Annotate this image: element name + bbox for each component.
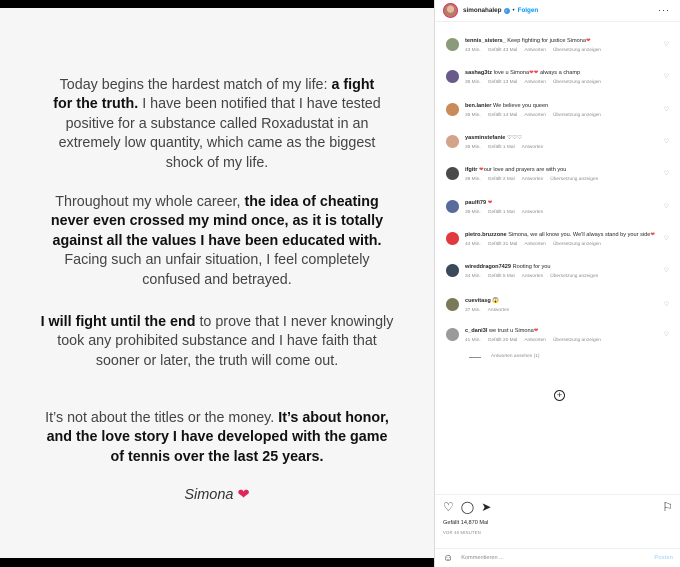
reply-button[interactable]: Antworten (521, 274, 544, 279)
bookmark-icon[interactable]: ⚐ (662, 499, 673, 514)
comment-input[interactable]: Kommentieren ... (461, 555, 504, 561)
comment-body: Keep fighting for justice Simona (507, 38, 586, 44)
statement-paragraph-1 (40, 76, 394, 173)
likes-count[interactable]: Gefällt 14,870 Mal (443, 520, 489, 526)
comment-likes[interactable]: Gefällt 2 Mal (487, 177, 515, 182)
comment-like-icon[interactable]: ♡ (663, 332, 669, 338)
post-time: VOR 46 MINUTEN (443, 530, 481, 535)
comment-likes[interactable]: Gefällt 13 Mal (487, 80, 518, 85)
comment-body: we trust u Simona (488, 328, 534, 334)
reply-button[interactable]: Antworten (521, 177, 544, 182)
comment-body-2: always a champ (538, 70, 581, 76)
comment-like-icon[interactable]: ♡ (663, 204, 669, 210)
comment-likes[interactable]: Gefällt 5 Mal (487, 274, 515, 279)
comment-like-icon[interactable]: ♡ (663, 42, 669, 48)
reply-button[interactable]: Antworten (521, 210, 544, 215)
comment-likes[interactable]: Gefällt 14 Mal (487, 113, 518, 118)
comment-meta (465, 338, 673, 343)
avatar[interactable] (446, 167, 459, 180)
comment-time: 38 Min. (465, 177, 481, 182)
comment-like-icon[interactable]: ♡ (663, 74, 669, 80)
avatar[interactable] (446, 135, 459, 148)
comment-likes[interactable]: Gefällt 20 Mal (487, 338, 518, 343)
comment-text (465, 37, 673, 45)
reply-button[interactable]: Antworten (524, 113, 546, 118)
p2-text: Throughout my whole career, (55, 194, 245, 210)
comment-username[interactable]: cuevitasg (465, 298, 491, 304)
translate-button[interactable]: Übersetzung anzeigen (550, 177, 599, 182)
comment-text (465, 199, 673, 207)
comment-icon[interactable]: ◯ (460, 499, 475, 514)
comment-time: 43 Min. (465, 48, 481, 53)
separator-dot: • (512, 7, 515, 14)
comment-like-icon[interactable]: ♡ (663, 139, 669, 145)
comment-time: 35 Min. (465, 145, 481, 150)
comment-likes[interactable]: Gefällt 1 Mal (487, 145, 515, 150)
comment-meta (465, 177, 673, 182)
comment-time: 37 Min. (465, 308, 481, 313)
top-black-bar (0, 0, 434, 8)
comment-item (443, 327, 673, 343)
reply-button[interactable]: Antworten (521, 145, 544, 150)
comment-text (465, 166, 673, 174)
follow-button[interactable]: Folgen (517, 7, 539, 14)
comment-body: We believe you queen (493, 103, 549, 109)
load-more-comments-icon[interactable]: + (554, 390, 565, 401)
statement-paragraph-2 (40, 193, 394, 290)
comment-text (465, 134, 673, 142)
comment-username[interactable]: ben.lanier (465, 103, 492, 109)
heart-icon: ❤ (237, 487, 250, 503)
comment-item (443, 69, 673, 85)
comment-text (465, 69, 673, 77)
comment-meta (465, 274, 673, 279)
statement-paragraph-3 (40, 313, 394, 371)
view-replies-label[interactable]: Antworten ansehen (1) (491, 354, 540, 359)
p3-rest: to prove that I never knowingly took any prohibited substance and I have faith that sooner or later, the truth will come out. (57, 314, 394, 369)
statement-paragraph-4 (40, 409, 394, 467)
avatar[interactable] (446, 264, 459, 277)
comment-username[interactable]: c_dani3l (465, 328, 488, 334)
username[interactable]: simonahalep (463, 7, 502, 14)
action-icons (443, 497, 673, 516)
p1-bold-b: for the truth. (53, 96, 139, 113)
comment-item (443, 231, 673, 247)
translate-button[interactable]: Übersetzung anzeigen (552, 48, 601, 53)
comment-text (465, 297, 673, 305)
heart-emoji: ❤ (585, 38, 591, 44)
comment-item (443, 134, 673, 150)
comment-time: 41 Min. (465, 338, 481, 343)
post-button[interactable]: Posten (654, 555, 673, 561)
bottom-black-bar (0, 558, 434, 567)
p1-bold-a: a fight (331, 77, 375, 93)
comment-item (443, 102, 673, 118)
p2-rest: Facing such an unfair situation, I feel completely confused and betrayed. (64, 252, 370, 288)
comment-body: ♡♡♡ (506, 135, 523, 141)
comment-username[interactable]: sashag3tz (465, 70, 493, 76)
translate-button[interactable]: Übersetzung anzeigen (550, 274, 599, 279)
avatar[interactable] (446, 298, 459, 311)
p1-text: Today begins the hardest match of my life: (59, 77, 332, 93)
post-header (435, 0, 680, 22)
comment-item (443, 199, 673, 215)
comment-text (465, 102, 673, 110)
more-options-icon[interactable]: ··· (658, 5, 670, 15)
heart-emoji: ❤❤ (529, 70, 539, 76)
comment-box (435, 548, 680, 567)
comments-panel (434, 0, 680, 567)
post-actions (435, 494, 680, 554)
comment-meta (465, 48, 673, 53)
comment-username[interactable]: yasminstefanie (465, 135, 506, 141)
post-image (0, 8, 434, 558)
reply-button[interactable]: Antworten (524, 48, 546, 53)
avatar[interactable] (446, 328, 459, 341)
comment-item (443, 263, 673, 279)
comment-time: 35 Min. (465, 113, 481, 118)
comment-body: our love and prayers are with you (483, 167, 567, 173)
comment-likes[interactable]: Gefällt 1 Mal (487, 210, 515, 215)
signature-name: Simona (184, 487, 234, 503)
avatar[interactable] (446, 232, 459, 245)
translate-button[interactable]: Übersetzung anzeigen (552, 338, 601, 343)
like-icon[interactable]: ♡ (443, 499, 454, 514)
comment-username[interactable]: ifgitr (465, 167, 478, 173)
comment-body: Simona, we all know you. We'll always stand by your side (508, 232, 651, 238)
comment-time: 38 Min. (465, 80, 481, 85)
p4-bold: It’s about honor, and the love story I have developed with the game of tennis over the last 25 years. (46, 410, 389, 465)
view-replies-button[interactable] (443, 354, 673, 359)
comment-meta (465, 145, 673, 150)
emoji-icon[interactable]: ☺ (443, 552, 454, 564)
comment-like-icon[interactable]: ♡ (663, 302, 669, 308)
reply-button[interactable]: Antworten (524, 338, 546, 343)
comment-username[interactable]: pietro.bruzzone (465, 232, 507, 238)
reply-button[interactable]: Antworten (524, 80, 546, 85)
comment-time: 34 Min. (465, 274, 481, 279)
comment-like-icon[interactable]: ♡ (663, 236, 669, 242)
reply-button[interactable]: Antworten (524, 242, 546, 247)
comment-meta (465, 80, 673, 85)
avatar[interactable] (446, 103, 459, 116)
p1-rest: I have been notified that I have tested positive for a substance called Roxadustat in an extremely low quantity, which came as the biggest shock of my life. (58, 96, 381, 171)
heart-emoji: ❤ (650, 232, 656, 238)
signature (0, 487, 434, 503)
translate-button[interactable]: Übersetzung anzeigen (552, 242, 601, 247)
avatar[interactable] (446, 200, 459, 213)
avatar[interactable] (443, 3, 458, 18)
comment-like-icon[interactable]: ♡ (663, 268, 669, 274)
comment-username[interactable]: paulfi79 (465, 200, 487, 206)
comment-item (443, 37, 673, 53)
comment-meta (465, 113, 673, 118)
emoji: 😱 (492, 298, 500, 304)
heart-emoji: ❤ (487, 200, 493, 206)
comment-text (465, 263, 673, 271)
comment-username[interactable]: tennis_sisters_ (465, 38, 506, 44)
comment-time: 44 Min. (465, 242, 481, 247)
comment-text (465, 327, 673, 335)
p2-bold: the idea of cheating never even crossed my mind once, as it is totally against all the values I have been educated with. (50, 194, 384, 249)
translate-button[interactable]: Übersetzung anzeigen (552, 80, 601, 85)
comment-likes[interactable]: Gefällt 43 Mal (487, 48, 518, 53)
comment-item (443, 166, 673, 182)
heart-emoji: ❤ (479, 167, 484, 173)
comment-like-icon[interactable]: ♡ (663, 107, 669, 113)
avatar[interactable] (446, 38, 459, 51)
heart-emoji: ❤ (533, 328, 539, 334)
comment-meta (465, 210, 673, 215)
avatar[interactable] (446, 70, 459, 83)
comment-item (443, 297, 673, 313)
comment-username[interactable]: wireddragon7429 (465, 264, 512, 270)
verified-icon: ✓ (504, 7, 509, 13)
comment-time: 39 Min. (465, 210, 481, 215)
comment-meta (465, 308, 673, 313)
reply-button[interactable]: Antworten (487, 308, 510, 313)
comments-list (435, 23, 680, 491)
p4-text: It’s not about the titles or the money. (45, 410, 279, 426)
translate-button[interactable]: Übersetzung anzeigen (552, 113, 601, 118)
comment-body: Rooting for you (512, 264, 551, 270)
p3-bold: I will fight until the end (40, 314, 196, 330)
comment-body: love u Simona (493, 70, 530, 76)
comment-text (465, 231, 673, 239)
comment-like-icon[interactable]: ♡ (663, 171, 669, 177)
comment-likes[interactable]: Gefällt 31 Mal (487, 242, 518, 247)
share-icon[interactable]: ➤ (481, 499, 492, 514)
comment-meta (465, 242, 673, 247)
